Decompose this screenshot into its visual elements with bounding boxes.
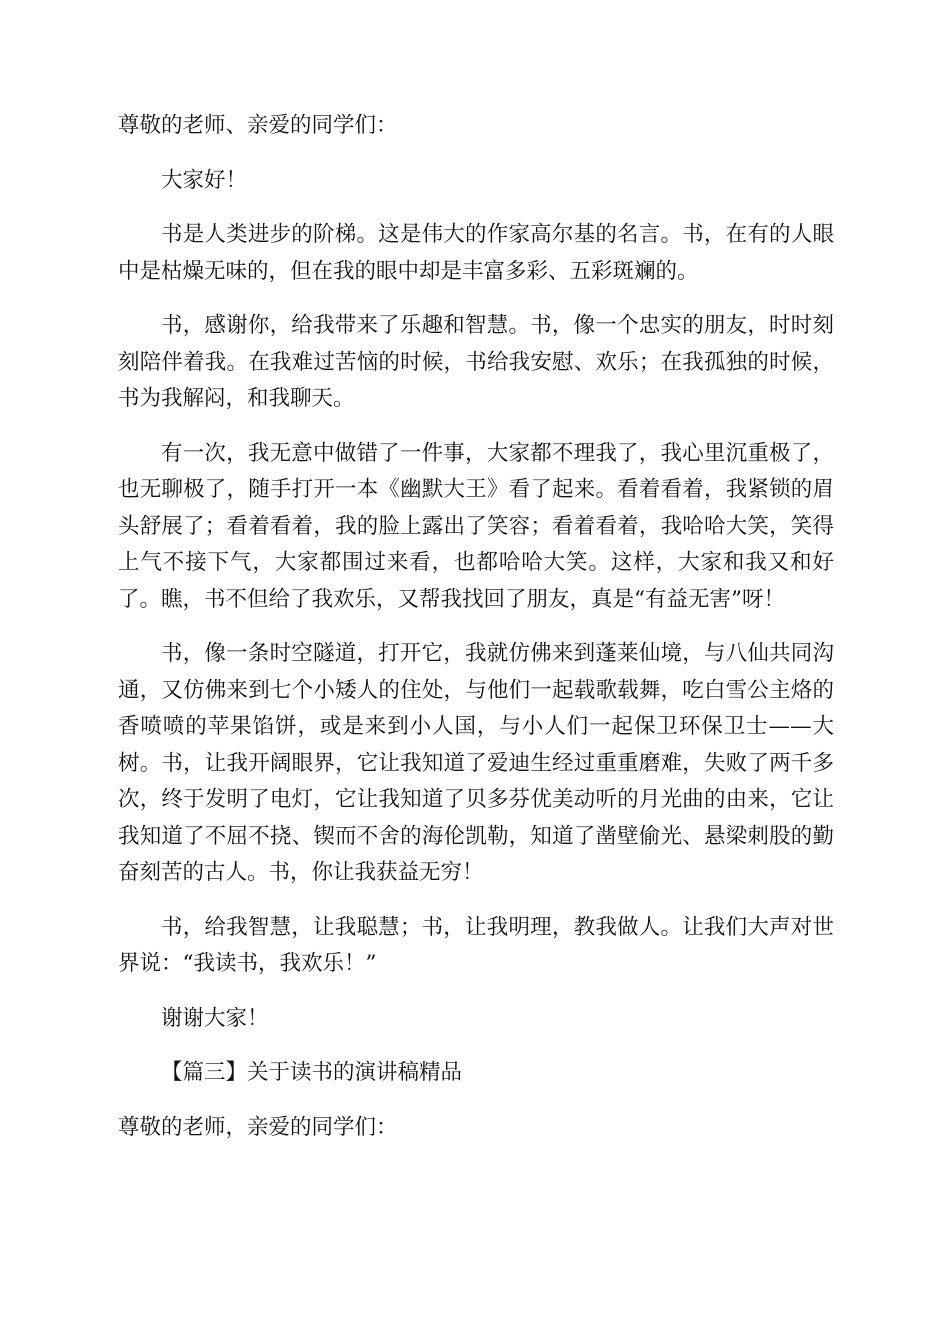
salutation: 尊敬的老师，亲爱的同学们：: [118, 1114, 398, 1140]
greeting: 大家好！: [161, 167, 248, 193]
salutation: 尊敬的老师、亲爱的同学们：: [118, 113, 398, 138]
document-page: [118, 108, 834, 1164]
body-paragraph: 书，像一条时空隧道，打开它，我就仿佛来到蓬莱仙境，与八仙共同沟通，又仿佛来到七个小矮人的住处，与他们一起载歌载舞，吃白雪公主烙的香喷喷的苹果馅饼，或是来到小人国，与小人们一起保卫环保卫士——大树。书，让我开阔眼界，它让我知道了爱迪生经过重重磨难，失败了两千多次，终于发明了电灯，它让我知道了贝多芬优美动听的月光曲的由来，它让我知道了不屈不挠、锲而不舍的海伦凯勒，知道了凿壁偷光、悬梁刺股的勤奋刻苦的古人。书，你让我获益无穷！: [118, 641, 834, 885]
body-paragraph: 书，感谢你，给我带来了乐趣和智慧。书，像一个忠实的朋友，时时刻刻陪伴着我。在我难过苦恼的时候，书给我安慰、欢乐；在我孤独的时候，书为我解闷，和我聊天。: [118, 313, 834, 411]
body-paragraph: 书，给我智慧，让我聪慧；书，让我明理，教我做人。让我们大声对世界说：“我读书，我欢乐！”: [118, 914, 834, 976]
closing-thanks: 谢谢大家！: [161, 1005, 269, 1031]
body-paragraph: 有一次，我无意中做错了一件事，大家都不理我了，我心里沉重极了，也无聊极了，随手打开一本《幽默大王》看了起来。看着看着，我紧锁的眉头舒展了；看着看着，我的脸上露出了笑容；看着看着，我哈哈大笑，笑得上气不接下气，大家都围过来看，也都哈哈大笑。这样，大家和我又和好了。瞧，书不但给了我欢乐，又帮我找回了朋友，真是“有益无害”呀！: [118, 440, 834, 612]
body-paragraph: 书是人类进步的阶梯。这是伟大的作家高尔基的名言。书，在有的人眼中是枯燥无味的，但在我的眼中却是丰富多彩、五彩斑斓的。: [118, 222, 834, 284]
section-heading: 【篇三】关于读书的演讲稿精品: [161, 1060, 463, 1085]
